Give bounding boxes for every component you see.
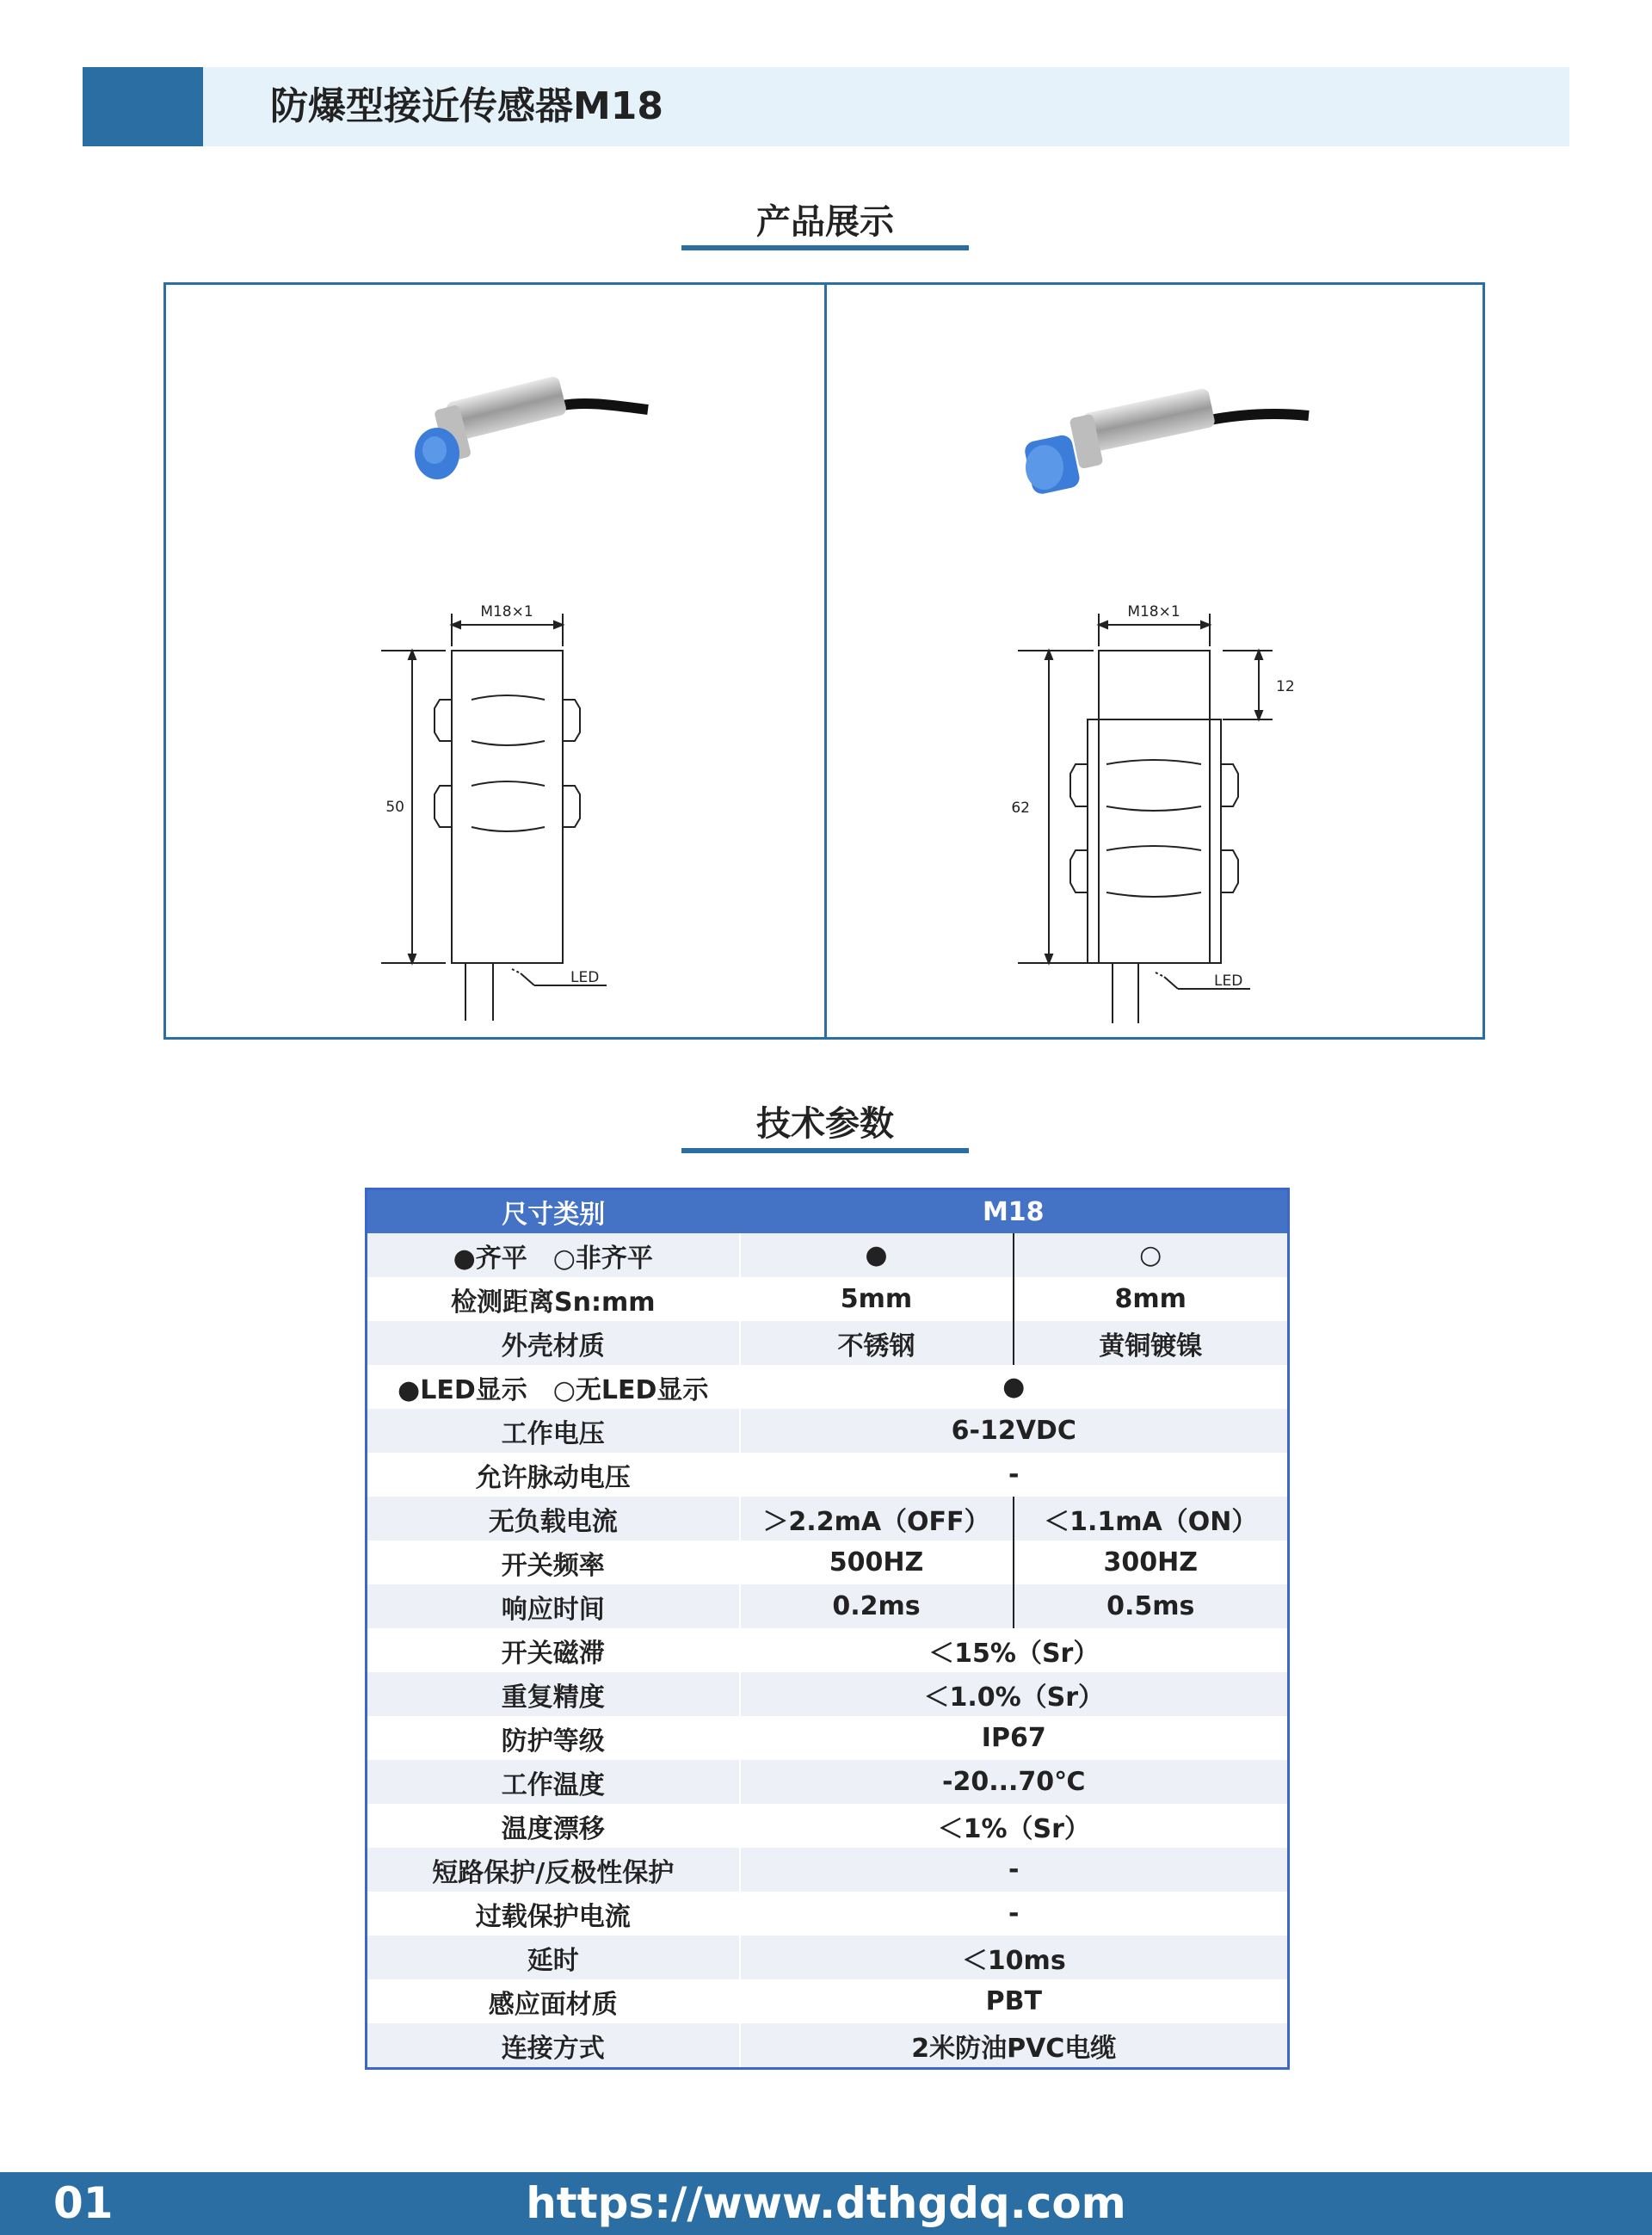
page-header <box>83 67 1569 146</box>
spec-value: 不锈钢 <box>740 1321 1014 1365</box>
spec-value: ＞2.2mA（OFF） <box>740 1497 1014 1540</box>
specs-title-underline <box>681 1148 969 1153</box>
spec-value: ＜1.0%（Sr） <box>740 1672 1289 1716</box>
spec-label: 无负载电流 <box>367 1497 740 1540</box>
showcase-section-title: 产品展示 <box>756 202 894 242</box>
table-row <box>367 1716 1289 1760</box>
product-showcase <box>163 282 1485 1040</box>
table-header-category: 尺寸类别 <box>367 1189 740 1234</box>
table-row <box>367 1848 1289 1892</box>
spec-value: ＜1.1mA（ON） <box>1014 1497 1289 1540</box>
spec-value: 0.2ms <box>740 1584 1014 1628</box>
spec-label: 检测距离Sn:mm <box>367 1277 740 1321</box>
showcase-panel-non-flush <box>827 285 1482 1037</box>
spec-label: 延时 <box>367 1936 740 1979</box>
table-row <box>367 1453 1289 1497</box>
spec-label: 温度漂移 <box>367 1804 740 1848</box>
flush-thread-label: M18×1 <box>480 603 533 620</box>
spec-label: 允许脉动电压 <box>367 1453 740 1497</box>
spec-value: ● <box>740 1365 1289 1409</box>
spec-label: 工作电压 <box>367 1409 740 1453</box>
spec-label: 感应面材质 <box>367 1979 740 2023</box>
table-row <box>367 1892 1289 1936</box>
table-header-model: M18 <box>740 1189 1289 1234</box>
table-row <box>367 2023 1289 2069</box>
flush-led-label: LED <box>570 969 600 986</box>
spec-value: IP67 <box>740 1716 1289 1760</box>
non-flush-sensor-drawing <box>1018 614 1273 1023</box>
spec-value: - <box>740 1848 1289 1892</box>
table-row <box>367 1497 1289 1540</box>
table-row <box>367 1628 1289 1672</box>
spec-value: 2米防油PVC电缆 <box>740 2023 1289 2069</box>
flush-sensor-photo <box>415 375 648 479</box>
spec-value: 0.5ms <box>1014 1584 1289 1628</box>
table-row <box>367 1936 1289 1979</box>
footer-url: https://www.dthgdq.com <box>526 2178 1126 2228</box>
spec-value: 500HZ <box>740 1540 1014 1584</box>
flush-sensor-drawing <box>381 614 607 1021</box>
spec-value: ● <box>740 1233 1014 1277</box>
table-row <box>367 1365 1289 1409</box>
spec-label: 重复精度 <box>367 1672 740 1716</box>
non-flush-led-label: LED <box>1214 972 1243 990</box>
table-row <box>367 1804 1289 1848</box>
spec-label: 连接方式 <box>367 2023 740 2069</box>
table-row <box>367 1277 1289 1321</box>
table-row <box>367 1540 1289 1584</box>
spec-value: 6-12VDC <box>740 1409 1289 1453</box>
spec-value: ＜10ms <box>740 1936 1289 1979</box>
table-row <box>367 1979 1289 2023</box>
non-flush-sensor-figure <box>827 285 1482 1037</box>
spec-label: 开关频率 <box>367 1540 740 1584</box>
table-row <box>367 1233 1289 1277</box>
table-row <box>367 1584 1289 1628</box>
spec-table-header <box>367 1189 1289 1234</box>
spec-value: 8mm <box>1014 1277 1289 1321</box>
spec-value: ○ <box>1014 1233 1289 1277</box>
non-flush-sensor-photo <box>1023 387 1309 496</box>
spec-label: ●LED显示 ○无LED显示 <box>367 1365 740 1409</box>
page-number: 01 <box>53 2178 114 2228</box>
showcase-title-underline <box>681 245 969 250</box>
spec-value: -20...70℃ <box>740 1760 1289 1804</box>
non-flush-length-label: 62 <box>1011 800 1030 817</box>
spec-value: 5mm <box>740 1277 1014 1321</box>
page-footer <box>0 2172 1652 2235</box>
spec-label: 工作温度 <box>367 1760 740 1804</box>
spec-label: 过载保护电流 <box>367 1892 740 1936</box>
spec-value: - <box>740 1892 1289 1936</box>
non-flush-thread-label: M18×1 <box>1127 603 1180 620</box>
spec-value: 300HZ <box>1014 1540 1289 1584</box>
flush-length-label: 50 <box>385 799 404 816</box>
showcase-panel-flush <box>166 285 822 1037</box>
specs-section-title: 技术参数 <box>756 1104 894 1144</box>
table-row <box>367 1760 1289 1804</box>
spec-value: - <box>740 1453 1289 1497</box>
spec-label: 外壳材质 <box>367 1321 740 1365</box>
spec-value: ＜1%（Sr） <box>740 1804 1289 1848</box>
spec-label: 开关磁滞 <box>367 1628 740 1672</box>
spec-label: 响应时间 <box>367 1584 740 1628</box>
non-flush-head-label: 12 <box>1276 678 1295 695</box>
table-row <box>367 1672 1289 1716</box>
spec-value: 黄铜镀镍 <box>1014 1321 1289 1365</box>
spec-label: ●齐平 ○非齐平 <box>367 1233 740 1277</box>
flush-sensor-figure <box>166 285 822 1037</box>
header-accent-block <box>83 67 203 146</box>
page-title: 防爆型接近传感器M18 <box>270 84 664 128</box>
spec-value: PBT <box>740 1979 1289 2023</box>
spec-label: 短路保护/反极性保护 <box>367 1848 740 1892</box>
table-row <box>367 1409 1289 1453</box>
spec-label: 防护等级 <box>367 1716 740 1760</box>
table-row <box>367 1321 1289 1365</box>
spec-table <box>365 1188 1290 2070</box>
spec-value: ＜15%（Sr） <box>740 1628 1289 1672</box>
